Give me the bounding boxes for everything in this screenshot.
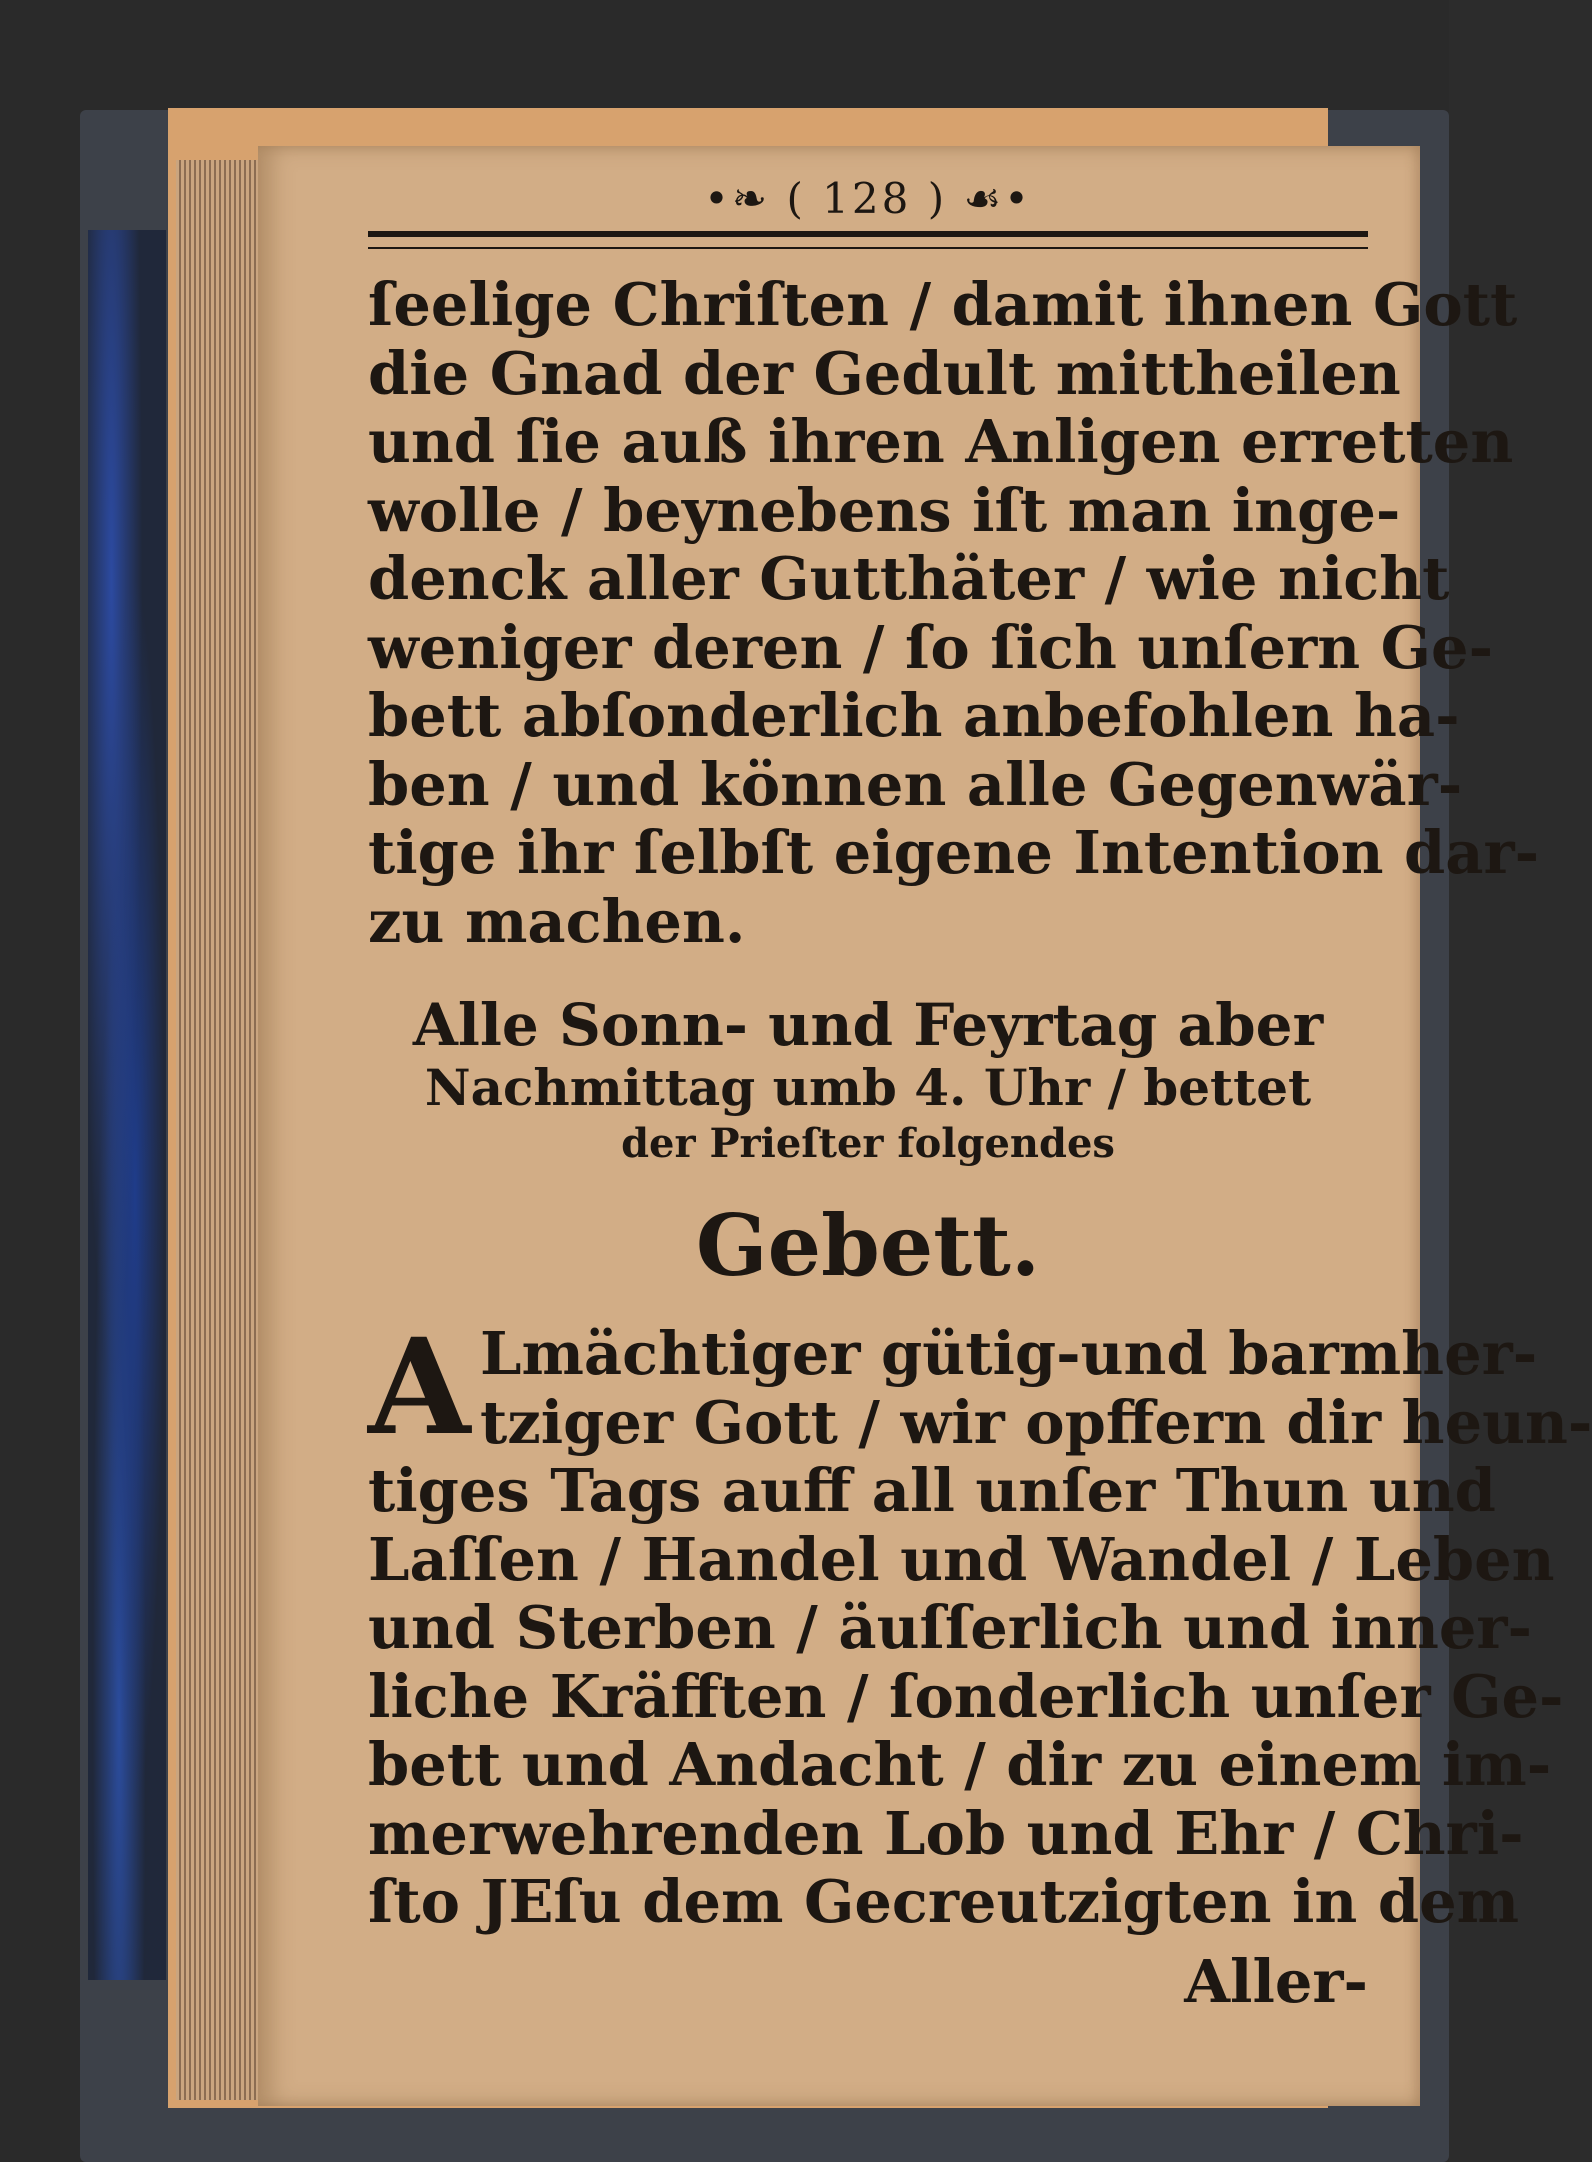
header-ornament-right-icon: ☙• (963, 174, 1032, 223)
paragraph-line: ſeelige Chriſten / damit ihnen Gott (368, 270, 1518, 339)
rubric-line-3: der Prieſter folgendes (621, 1120, 1115, 1167)
header-rule (368, 231, 1368, 249)
prayer-line: Lmächtiger gütig-und barmher- (480, 1319, 1538, 1388)
paragraph-line: bett abſonderlich anbefohlen ha- (368, 681, 1460, 750)
prayer-line: tiges Tags auff all unſer Thun und (368, 1456, 1496, 1525)
prayer-line: und Sterben / äuſſerlich und inner- (368, 1593, 1532, 1662)
page-header (368, 174, 1368, 223)
page-content (368, 166, 1592, 2016)
prayer-line: ſto JEſu dem Gecreutzigten in dem (368, 1867, 1520, 1936)
prayer-line: liche Kräfften / ſonderlich unſer Ge- (368, 1661, 1564, 1731)
paragraph-line: denck aller Gutthäter / wie nicht (368, 544, 1450, 613)
drop-cap: A (368, 1310, 471, 1465)
book-page (258, 146, 1592, 2106)
paragraph-line: und ſie auß ihren Anligen erretten (368, 407, 1514, 476)
paragraph-line: ben / und können alle Gegenwär- (368, 749, 1463, 819)
opening-paragraph (368, 270, 1540, 956)
paragraph-line: wolle / beynebens iſt man inge- (368, 475, 1401, 545)
prayer-text (368, 1310, 1592, 1937)
rubric-line-1: Alle Sonn- und Feyrtag aber (412, 991, 1324, 1059)
marbled-cover-edge (88, 230, 166, 1980)
prayer-line: bett und Andacht / dir zu einem im- (368, 1730, 1552, 1799)
prayer-line: tziger Gott / wir opffern dir heun- (480, 1387, 1592, 1457)
paragraph-line: zu machen. (368, 886, 746, 956)
prayer-line: merwehrenden Lob und Ehr / Chri- (368, 1798, 1524, 1868)
paragraph-line: weniger deren / ſo ſich unſern Ge- (368, 612, 1494, 682)
prayer-line: Laſſen / Handel und Wandel / Leben (368, 1524, 1555, 1594)
rubric-line-2: Nachmittag umb 4. Uhr / bettet (424, 1058, 1312, 1117)
page-number: ( 128 ) (786, 174, 948, 223)
paragraph-line: die Gnad der Gedult mittheilen (368, 338, 1401, 408)
header-ornament-left-icon: •❧ (704, 174, 787, 223)
section-title: Gebett. (695, 1196, 1041, 1295)
page-block-edge (176, 160, 266, 2100)
catchword: Aller- (1184, 1946, 1368, 2016)
paragraph-line: tige ihr ſelbſt eigene Intention dar- (368, 818, 1540, 887)
